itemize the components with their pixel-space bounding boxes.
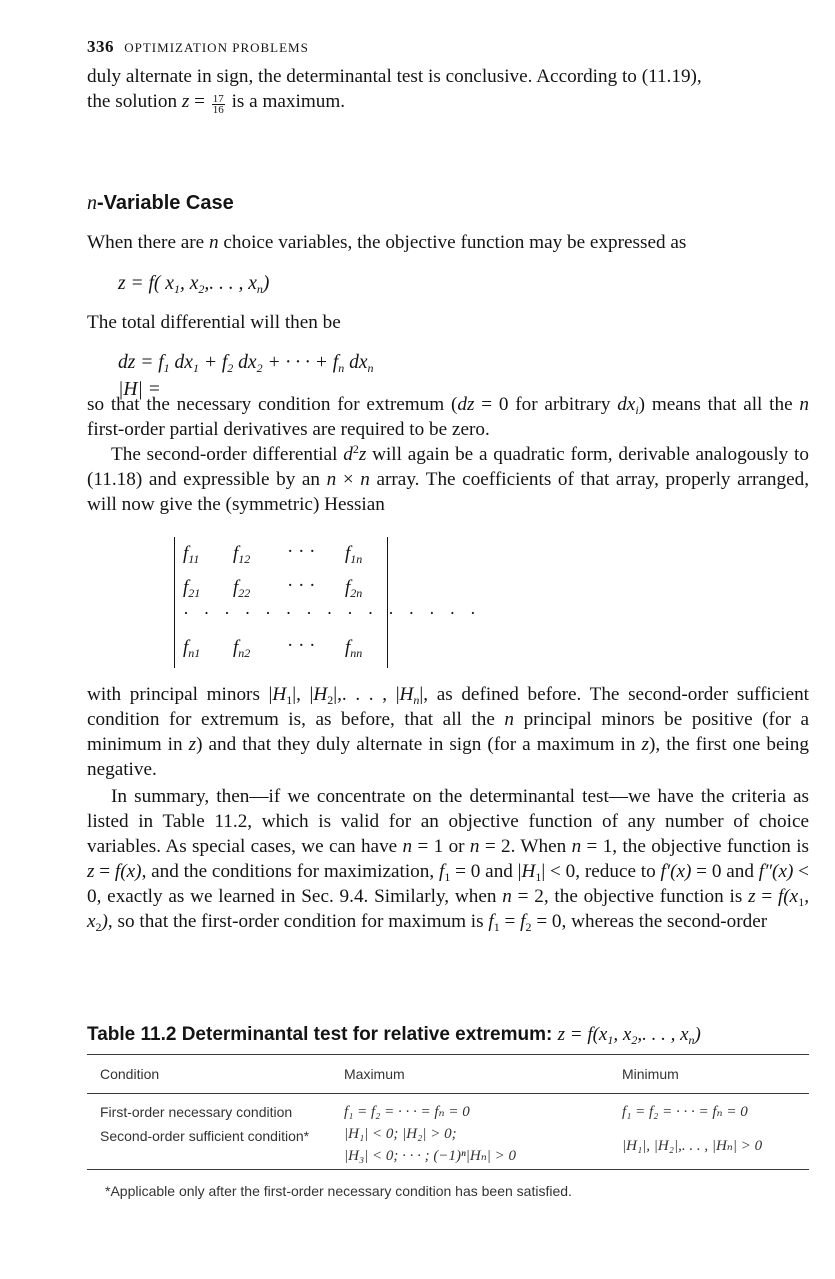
table-header-rule	[87, 1093, 809, 1094]
table-row-maximum-cont: |H₃| < 0; · · · ; (−1)ⁿ|Hₙ| > 0	[344, 1148, 517, 1164]
running-header	[87, 37, 309, 57]
section-heading: n-Variable Case	[87, 192, 234, 214]
column-header-maximum: Maximum	[344, 1066, 405, 1082]
table-footnote: *Applicable only after the first-order necessary condition has been satisfied.	[105, 1183, 572, 1199]
paragraph-principal-minors: with principal minors $|H_1|$, $|H_2|$,. . . , $|H_n|$, as defined before. The second-order sufficient condition for extremum is, as before, that all the n principal minors be positive (for a minimum in z) and that they duly alternate in sign (for a maximum in z), the first one being negative.	[87, 684, 810, 780]
paragraph-summary: In summary, then—if we concentrate on the determinantal test—we have the criteria as listed in Table 11.2, which is valid for an objective function of any number of choice variables. As special cases, we can have n = 1 or n = 2. When n = 1, the objective function is z = f(x), and the conditions for maximization, $f_1 = 0$ and $|H_1| < 0$, reduce to f′(x) = 0 and f″(x) < 0, exactly as we learned in Sec. 9.4. Similarly, when n = 2, the objective function is $z = f(x_1$, $x_2$), so that the first-order condition for maximum is $f_1 = f_2 = 0$, whereas the second-order	[87, 786, 809, 934]
table-bottom-rule	[87, 1169, 809, 1170]
paragraph-necessary-condition: so that the necessary condition for extremum (dz = 0 for arbitrary $dx_i$) means that all the n first-order partial derivatives are required to be zero.	[87, 394, 809, 440]
table-row-maximum: f₁ = f₂ = · · · = fₙ = 0	[344, 1104, 470, 1120]
running-title: OPTIMIZATION PROBLEMS	[124, 40, 309, 55]
paragraph-continuation: duly alternate in sign, the determinantal test is conclusive. According to (11.19), the solution z = $\frac{17}{16}$ is a maximum.	[87, 66, 702, 116]
table-top-rule	[87, 1054, 809, 1055]
table-row-condition: First-order necessary condition	[100, 1104, 293, 1120]
paragraph-second-order: The second-order differential $d^2z$ will again be a quadratic form, derivable analogously to (11.18) and expressible by an n × n array. The coefficients of that array, properly arranged, will now give the (symmetric) Hessian	[87, 442, 810, 515]
fraction-17-16: $\frac{17}{16}$	[212, 93, 224, 116]
table-row-minimum: |H₁|, |H₂|,. . . , |Hₙ| > 0	[622, 1138, 763, 1154]
paragraph-n-choice: When there are n choice variables, the objective function may be expressed as	[87, 232, 687, 253]
hessian-label: |H| =	[118, 379, 161, 400]
page-number: 336	[87, 37, 114, 56]
hessian-determinant: $f_{11}$ $f_{12}$ · · · $f_{1n}$ $f_{21}$ $f_{22}$ · · · $f_{2n}$ · · · · · · · · · · · · · · · $f_{n1}$ $f_{n2}$ · · · $f_{nn}$	[174, 537, 388, 668]
table-row-condition: Second-order sufficient condition*	[100, 1128, 310, 1144]
table-row-maximum: |H₁| < 0; |H₂| > 0;	[344, 1126, 457, 1142]
equation-total-differential: dz = $f_1$ $dx_1 + f_2$ $dx_2$ + · · · + $f_n$ $dx_n$	[118, 352, 374, 375]
equation-objective: z = f( $x_1$, $x_2$,. . . , $x_n$)	[118, 273, 270, 296]
paragraph-total-diff: The total differential will then be	[87, 312, 341, 333]
column-header-minimum: Minimum	[622, 1066, 679, 1082]
table-row-minimum: f₁ = f₂ = · · · = fₙ = 0	[622, 1104, 748, 1120]
column-header-condition: Condition	[100, 1066, 160, 1082]
table-title: Table 11.2 Determinantal test for relative extremum: $z = f(x_1$, $x_2$,. . . , $x_n$)	[87, 1024, 701, 1047]
